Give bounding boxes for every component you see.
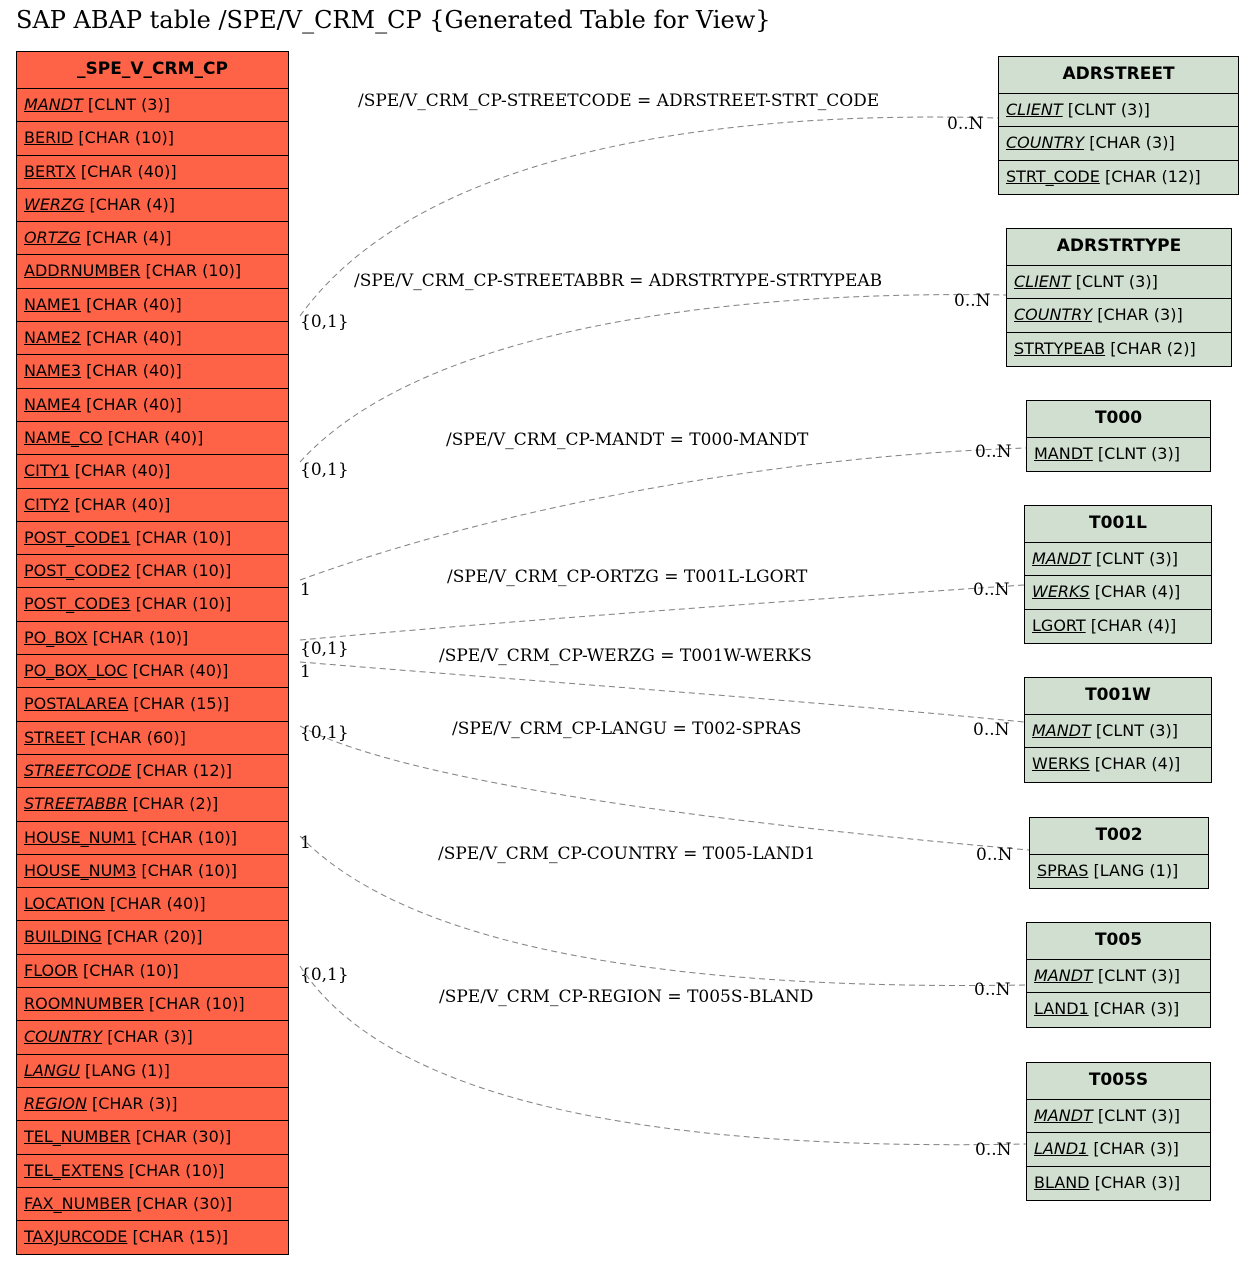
field-name: FAX_NUMBER bbox=[24, 1193, 132, 1213]
field-row bbox=[17, 555, 288, 588]
field-name: STREETABBR bbox=[24, 794, 128, 814]
field-type: [CHAR (4)] bbox=[1094, 754, 1181, 774]
field-row bbox=[17, 189, 288, 222]
field-row bbox=[17, 89, 288, 122]
relation-line-t000 bbox=[300, 448, 1026, 580]
field-name: COUNTRY bbox=[1006, 133, 1085, 153]
table-t005 bbox=[1026, 922, 1211, 1028]
field-row bbox=[17, 855, 288, 888]
field-name: CLIENT bbox=[1014, 272, 1071, 291]
field-type: [CHAR (3)] bbox=[107, 1027, 193, 1047]
field-row bbox=[17, 622, 288, 655]
field-type: [CHAR (3)] bbox=[1089, 133, 1175, 153]
field-type: [CHAR (10)] bbox=[128, 1160, 225, 1180]
relation-label: /SPE/V_CRM_CP-LANGU = T002-SPRAS bbox=[452, 719, 802, 739]
field-type: [CHAR (40)] bbox=[109, 894, 206, 914]
field-name: NAME2 bbox=[24, 328, 82, 348]
field-row bbox=[17, 588, 288, 621]
cardinality-source: {0,1} bbox=[300, 965, 349, 985]
field-name: LAND1 bbox=[1034, 999, 1089, 1019]
field-type: [CHAR (40)] bbox=[107, 427, 204, 447]
field-name: FLOOR bbox=[24, 960, 78, 980]
cardinality-source: 1 bbox=[300, 580, 311, 600]
field-name: LANGU bbox=[24, 1060, 80, 1080]
field-name: TAXJURCODE bbox=[24, 1227, 128, 1247]
field-row bbox=[17, 1088, 288, 1121]
cardinality-target: 0..N bbox=[973, 720, 1010, 740]
field-name: PO_BOX_LOC bbox=[24, 661, 128, 681]
field-name: ROOMNUMBER bbox=[24, 994, 144, 1014]
field-type: [CLNT (3)] bbox=[87, 95, 170, 114]
cardinality-source: 1 bbox=[300, 662, 311, 682]
table-header: T001W bbox=[1025, 678, 1211, 715]
table-t002 bbox=[1029, 817, 1209, 889]
field-type: [CHAR (10)] bbox=[141, 860, 238, 880]
field-name: NAME3 bbox=[24, 361, 82, 381]
table-adrstrtype bbox=[1006, 228, 1232, 367]
field-name: CITY2 bbox=[24, 494, 70, 514]
cardinality-target: 0..N bbox=[954, 291, 991, 311]
field-type: [CHAR (3)] bbox=[1094, 1172, 1181, 1192]
field-row bbox=[17, 1021, 288, 1054]
field-type: [CHAR (10)] bbox=[92, 627, 189, 647]
field-type: [CHAR (10)] bbox=[82, 960, 179, 980]
field-name: MANDT bbox=[1032, 549, 1091, 568]
field-type: [CHAR (30)] bbox=[136, 1193, 233, 1213]
field-row bbox=[17, 1155, 288, 1188]
cardinality-target: 0..N bbox=[975, 442, 1012, 462]
field-row bbox=[17, 289, 288, 322]
relation-label: /SPE/V_CRM_CP-STREETCODE = ADRSTREET-STRT_CODE bbox=[358, 91, 880, 111]
field-name: NAME4 bbox=[24, 394, 82, 414]
field-row bbox=[1007, 299, 1231, 332]
field-name: CITY1 bbox=[24, 461, 70, 481]
cardinality-source: {0,1} bbox=[300, 312, 349, 332]
cardinality-source: {0,1} bbox=[300, 460, 349, 480]
table-header: ADRSTRTYPE bbox=[1007, 229, 1231, 266]
field-type: [CHAR (10)] bbox=[135, 527, 232, 547]
field-row bbox=[17, 489, 288, 522]
field-type: [CHAR (10)] bbox=[78, 128, 175, 148]
cardinality-source: {0,1} bbox=[300, 723, 349, 743]
field-name: STREET bbox=[24, 727, 86, 747]
field-row bbox=[17, 522, 288, 555]
field-type: [CHAR (4)] bbox=[1094, 582, 1181, 602]
field-type: [CHAR (3)] bbox=[92, 1093, 178, 1113]
field-name: WERKS bbox=[1032, 754, 1090, 774]
field-type: [CLNT (3)] bbox=[1075, 272, 1158, 291]
relation-label: /SPE/V_CRM_CP-ORTZG = T001L-LGORT bbox=[447, 567, 808, 587]
cardinality-target: 0..N bbox=[947, 114, 984, 134]
field-row bbox=[1027, 993, 1210, 1026]
field-row bbox=[17, 688, 288, 721]
field-type: [CHAR (15)] bbox=[133, 694, 230, 714]
main-table bbox=[16, 51, 289, 1255]
field-name: TEL_EXTENS bbox=[24, 1160, 124, 1180]
field-row bbox=[1007, 333, 1231, 366]
field-row bbox=[17, 222, 288, 255]
field-type: [LANG (1)] bbox=[1093, 861, 1179, 880]
field-row bbox=[1025, 748, 1211, 781]
field-name: COUNTRY bbox=[1014, 305, 1093, 325]
field-type: [CHAR (4)] bbox=[85, 228, 172, 248]
field-name: STRTYPEAB bbox=[1014, 338, 1106, 358]
field-type: [CHAR (40)] bbox=[86, 294, 182, 314]
field-name: STRT_CODE bbox=[1006, 166, 1100, 186]
field-row bbox=[1027, 1167, 1210, 1200]
field-row bbox=[1030, 855, 1208, 888]
field-name: WERKS bbox=[1032, 582, 1090, 602]
field-name: MANDT bbox=[24, 95, 83, 114]
field-name: LAND1 bbox=[1034, 1139, 1089, 1159]
field-row bbox=[1025, 543, 1211, 576]
field-name: ORTZG bbox=[24, 228, 81, 248]
cardinality-source: 1 bbox=[300, 833, 311, 853]
cardinality-source: {0,1} bbox=[300, 639, 349, 659]
table-t001w bbox=[1024, 677, 1212, 783]
field-type: [CHAR (20)] bbox=[106, 927, 203, 947]
relation-label: /SPE/V_CRM_CP-REGION = T005S-BLAND bbox=[439, 987, 814, 1007]
field-row bbox=[17, 156, 288, 189]
field-type: [CHAR (10)] bbox=[141, 827, 238, 847]
table-adrstreet bbox=[998, 56, 1239, 195]
cardinality-target: 0..N bbox=[974, 980, 1011, 1000]
field-name: BLAND bbox=[1034, 1172, 1090, 1192]
field-row bbox=[17, 955, 288, 988]
field-name: POST_CODE1 bbox=[24, 527, 131, 547]
field-row bbox=[17, 122, 288, 155]
field-row bbox=[17, 788, 288, 821]
field-row bbox=[1025, 715, 1211, 748]
field-type: [CHAR (2)] bbox=[1110, 338, 1196, 358]
field-type: [CHAR (3)] bbox=[1097, 305, 1183, 325]
field-type: [CLNT (3)] bbox=[1095, 721, 1178, 740]
field-row bbox=[1027, 1133, 1210, 1166]
field-name: ADDRNUMBER bbox=[24, 261, 141, 281]
table-header: T000 bbox=[1027, 401, 1210, 438]
relation-label: /SPE/V_CRM_CP-COUNTRY = T005-LAND1 bbox=[438, 844, 816, 864]
field-name: MANDT bbox=[1034, 966, 1093, 985]
relation-line-t001l bbox=[300, 585, 1024, 640]
field-row bbox=[1007, 266, 1231, 299]
field-type: [CHAR (3)] bbox=[1093, 1139, 1179, 1159]
field-row bbox=[1025, 576, 1211, 609]
field-type: [CLNT (3)] bbox=[1097, 1106, 1180, 1125]
field-row bbox=[17, 1121, 288, 1154]
field-row bbox=[999, 127, 1238, 160]
field-name: POST_CODE2 bbox=[24, 561, 131, 581]
table-header: T001L bbox=[1025, 506, 1211, 543]
field-type: [CHAR (4)] bbox=[1090, 615, 1177, 635]
field-name: MANDT bbox=[1034, 1106, 1093, 1125]
field-type: [CHAR (3)] bbox=[1093, 999, 1180, 1019]
field-type: [CHAR (40)] bbox=[74, 494, 171, 514]
cardinality-target: 0..N bbox=[976, 845, 1013, 865]
field-type: [CHAR (30)] bbox=[135, 1127, 232, 1147]
field-row bbox=[1027, 438, 1210, 471]
field-type: [CHAR (40)] bbox=[86, 328, 182, 348]
field-row bbox=[1027, 1100, 1210, 1133]
field-type: [CHAR (40)] bbox=[74, 461, 171, 481]
field-row bbox=[17, 322, 288, 355]
field-name: CLIENT bbox=[1006, 100, 1063, 119]
field-row bbox=[1025, 610, 1211, 643]
field-type: [CHAR (60)] bbox=[90, 727, 186, 747]
field-row bbox=[17, 921, 288, 954]
field-name: BERID bbox=[24, 128, 74, 148]
field-name: PO_BOX bbox=[24, 627, 88, 647]
field-name: LGORT bbox=[1032, 615, 1086, 635]
relation-label: /SPE/V_CRM_CP-WERZG = T001W-WERKS bbox=[439, 646, 812, 666]
field-name: TEL_NUMBER bbox=[24, 1127, 131, 1147]
field-type: [CHAR (12)] bbox=[136, 760, 233, 780]
field-type: [CHAR (10)] bbox=[135, 561, 232, 581]
table-header: T002 bbox=[1030, 818, 1208, 855]
field-type: [CHAR (12)] bbox=[1104, 166, 1201, 186]
field-row bbox=[17, 1188, 288, 1221]
field-type: [CLNT (3)] bbox=[1097, 444, 1180, 463]
field-type: [CHAR (40)] bbox=[80, 161, 177, 181]
field-type: [CHAR (40)] bbox=[86, 394, 182, 414]
field-row bbox=[17, 255, 288, 288]
field-type: [CHAR (10)] bbox=[148, 994, 245, 1014]
main-table-header: _SPE_V_CRM_CP bbox=[17, 52, 288, 89]
field-name: SPRAS bbox=[1037, 861, 1089, 880]
field-name: BERTX bbox=[24, 161, 76, 181]
field-row bbox=[17, 1221, 288, 1254]
field-type: [CHAR (10)] bbox=[145, 261, 242, 281]
field-name: HOUSE_NUM3 bbox=[24, 860, 137, 880]
field-row bbox=[17, 722, 288, 755]
table-header: T005S bbox=[1027, 1063, 1210, 1100]
field-row bbox=[17, 655, 288, 688]
field-name: WERZG bbox=[24, 194, 85, 214]
table-header: ADRSTREET bbox=[999, 57, 1238, 94]
field-type: [CLNT (3)] bbox=[1067, 100, 1150, 119]
field-name: HOUSE_NUM1 bbox=[24, 827, 137, 847]
page-title: SAP ABAP table /SPE/V_CRM_CP {Generated Table for View} bbox=[16, 6, 771, 34]
field-name: STREETCODE bbox=[24, 760, 132, 780]
field-name: LOCATION bbox=[24, 894, 105, 914]
cardinality-target: 0..N bbox=[975, 1140, 1012, 1160]
relation-line-t001w bbox=[300, 662, 1024, 722]
field-row bbox=[17, 389, 288, 422]
field-row bbox=[17, 1055, 288, 1088]
field-type: [CLNT (3)] bbox=[1097, 966, 1180, 985]
field-name: MANDT bbox=[1032, 721, 1091, 740]
field-name: COUNTRY bbox=[24, 1027, 103, 1047]
table-t001l bbox=[1024, 505, 1212, 644]
cardinality-target: 0..N bbox=[973, 580, 1010, 600]
field-row bbox=[17, 755, 288, 788]
field-row bbox=[17, 355, 288, 388]
table-t000 bbox=[1026, 400, 1211, 472]
field-row bbox=[17, 455, 288, 488]
field-row bbox=[1027, 960, 1210, 993]
field-type: [CHAR (40)] bbox=[86, 361, 182, 381]
field-type: [CHAR (2)] bbox=[132, 794, 219, 814]
field-name: POST_CODE3 bbox=[24, 594, 131, 614]
table-t005s bbox=[1026, 1062, 1211, 1201]
relation-label: /SPE/V_CRM_CP-STREETABBR = ADRSTRTYPE-STRTYPEAB bbox=[354, 271, 883, 291]
field-row bbox=[999, 94, 1238, 127]
field-type: [CLNT (3)] bbox=[1095, 549, 1178, 568]
field-row bbox=[17, 888, 288, 921]
field-type: [CHAR (10)] bbox=[135, 594, 232, 614]
field-row bbox=[17, 988, 288, 1021]
field-row bbox=[999, 161, 1238, 194]
field-name: NAME1 bbox=[24, 294, 82, 314]
field-row bbox=[17, 422, 288, 455]
field-name: POSTALAREA bbox=[24, 694, 129, 714]
relation-label: /SPE/V_CRM_CP-MANDT = T000-MANDT bbox=[446, 430, 809, 450]
field-name: BUILDING bbox=[24, 927, 102, 947]
field-type: [CHAR (15)] bbox=[132, 1227, 229, 1247]
field-row bbox=[17, 822, 288, 855]
field-type: [CHAR (40)] bbox=[132, 661, 229, 681]
field-type: [CHAR (4)] bbox=[89, 194, 175, 214]
table-header: T005 bbox=[1027, 923, 1210, 960]
field-name: MANDT bbox=[1034, 444, 1093, 463]
field-name: REGION bbox=[24, 1093, 87, 1113]
relation-line-t002 bbox=[300, 726, 1029, 850]
field-name: NAME_CO bbox=[24, 427, 103, 447]
field-type: [LANG (1)] bbox=[85, 1060, 170, 1080]
